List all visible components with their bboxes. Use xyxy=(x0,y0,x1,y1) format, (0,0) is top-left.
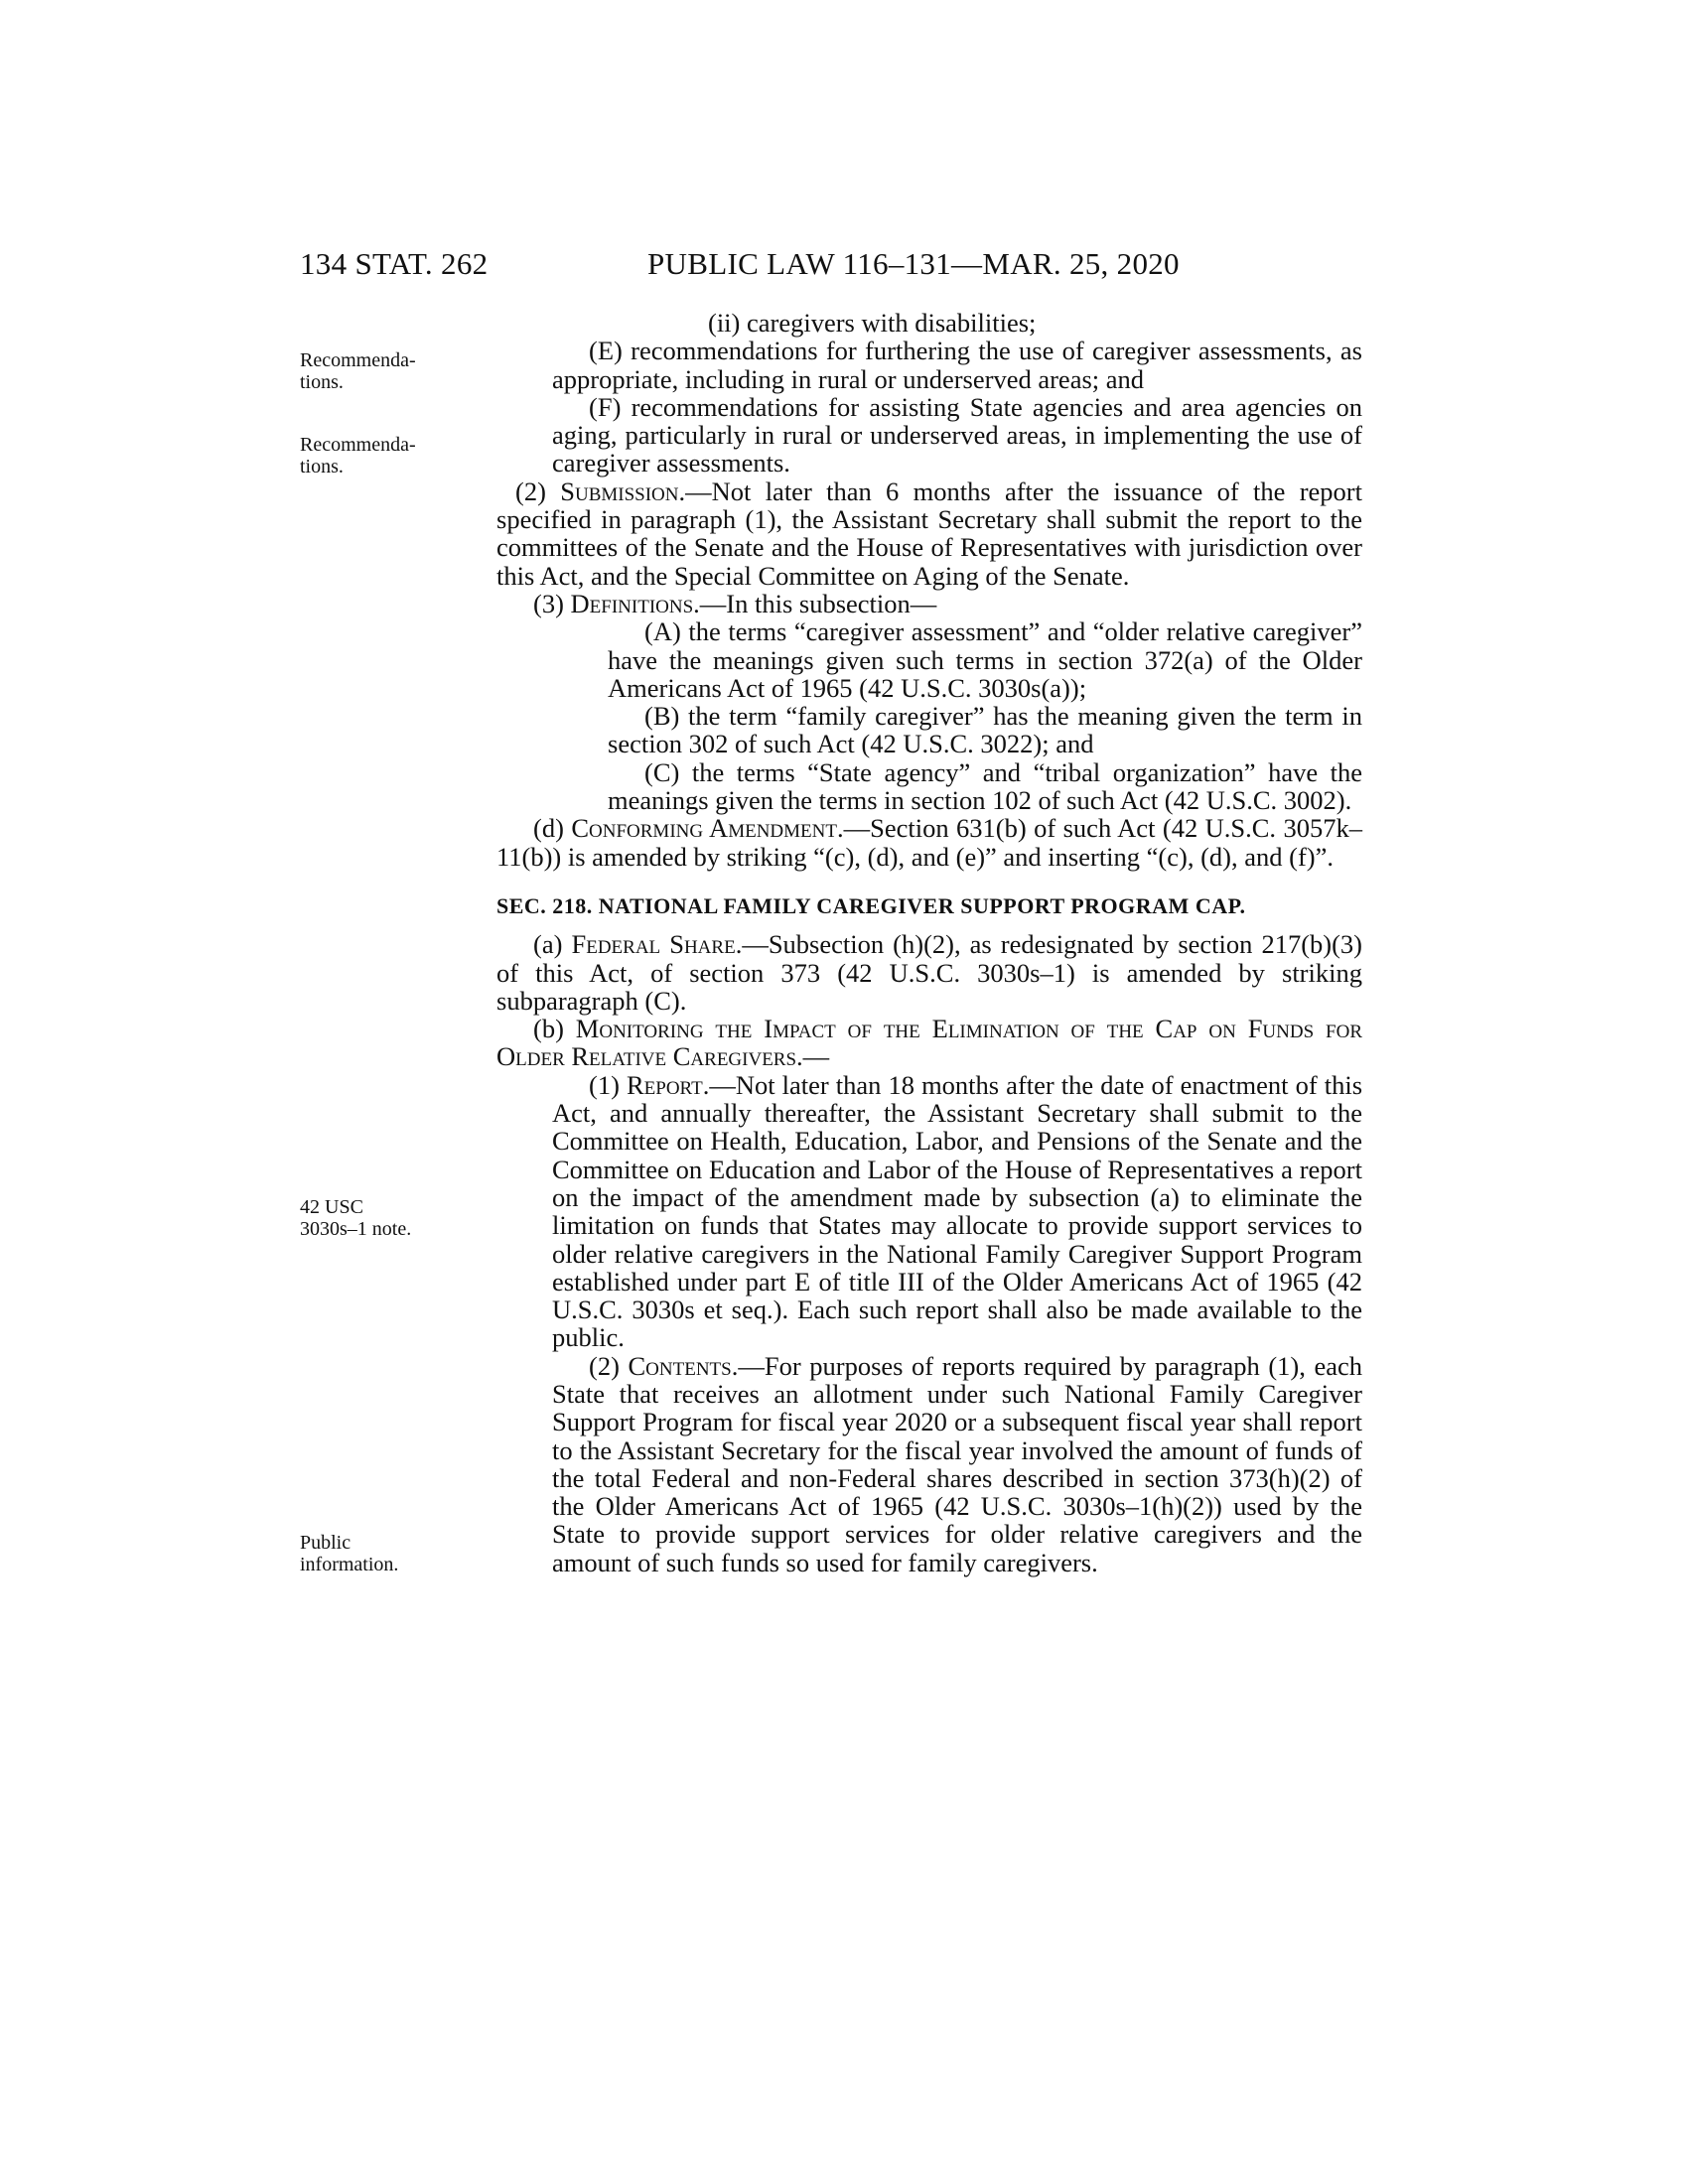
definition-c: (C) the terms “State agency” and “tribal organization” have the meanings given the terms in section 102 of such Act (42 U.S.C. 3002). xyxy=(608,756,1362,816)
page-title: PUBLIC LAW 116–131—MAR. 25, 2020 xyxy=(647,246,1180,281)
subsection-b-heading: Monitoring the Impact of the Elimination of the Cap on Funds for Older Relative Caregivers xyxy=(496,1014,1363,1072)
paragraph-3-number: (3) xyxy=(533,588,564,618)
paragraph-2-submission xyxy=(441,478,1362,590)
paragraph-2-number: (2) xyxy=(515,476,546,506)
paragraph-b1-report xyxy=(496,1071,1362,1352)
paragraph-b2-text: .—For purposes of reports required by paragraph (1), each State that receives an allotment under such National Family Caregiver Support Program for fiscal year 2020 or a subsequent fiscal year shall report to the Assistant Secretary for the fiscal year involved the amount of funds of the total Federal and non-Federal shares described in section 373(h)(2) of the Older Americans Act of 1965 (42 U.S.C. 3030s–1(h)(2)) used by the State to provide support services for older relative caregivers and the amount of such funds so used for family caregivers. xyxy=(552,1350,1363,1577)
clause-ii: (ii) caregivers with disabilities; xyxy=(708,308,1037,338)
subsection-b-monitoring xyxy=(496,1015,1362,1071)
paragraph-3-definitions xyxy=(496,590,1362,617)
paragraph-3-heading: Definitions xyxy=(570,588,694,618)
paragraph-b1-number: (1) xyxy=(589,1069,620,1100)
margin-note-public-information: Public information. xyxy=(300,1532,399,1575)
paragraph-b2-number: (2) xyxy=(589,1350,620,1381)
paragraph-3-text: .—In this subsection— xyxy=(693,588,937,618)
subparagraph-e: (E) recommendations for furthering the use of caregiver assessments, as appropriate, including in rural or underserved areas; and xyxy=(552,336,1362,394)
paragraph-2-heading: Submission xyxy=(560,476,679,506)
subsection-d-heading: Conforming Amendment xyxy=(571,813,837,844)
paragraph-b2-heading: Contents xyxy=(628,1350,732,1381)
subsection-b-number: (b) xyxy=(533,1014,564,1044)
subsection-a-number: (a) xyxy=(533,929,563,960)
subsection-d-number: (d) xyxy=(533,813,564,844)
subsection-b-text: .— xyxy=(796,1041,830,1072)
subsection-a-text: .—Subsection (h)(2), as redesignated by section 217(b)(3) of this Act, of section 373 (42 U.S.C. 3030s–1) is amended by striking subparagraph (C). xyxy=(496,929,1362,1016)
paragraph-b1-heading: Report xyxy=(626,1069,703,1100)
subsection-d-conforming-amendment xyxy=(496,814,1362,871)
margin-note-recommendations: Recommenda- tions. xyxy=(300,434,416,478)
subparagraph-f: (F) recommendations for assisting State agencies and area agencies on aging, particularly in rural or underserved areas, in implementing the use of caregiver assessments. xyxy=(552,391,1362,478)
document-body xyxy=(496,309,1362,1576)
subsection-a-heading: Federal Share xyxy=(571,929,736,960)
paragraph-b2-contents xyxy=(496,1352,1362,1576)
paragraph-b1-text: .—Not later than 18 months after the date of enactment of this Act, and annually thereafter, the Assistant Secretary shall submit to the Committee on Health, Education, Labor, and Pensions of the Senate and the Committee on Education and Labor of the House of Representatives a report on the impact of the amendment made by subsection (a) to eliminate the limitation on funds that States may allocate to provide support services to older relative caregivers in the National Family Caregiver Support Program established under part E of title III of the Older Americans Act of 1965 (42 U.S.C. 3030s et seq.). Each such report shall also be made available to the public. xyxy=(552,1069,1363,1353)
subsection-a-federal-share xyxy=(496,930,1362,1015)
paragraph-2-text: .—Not later than 6 months after the issuance of the report specified in paragraph (1), the Assistant Secretary shall submit the report to the committees of the Senate and the House of Representatives with jurisdiction over this Act, and the Special Committee on Aging of the Senate. xyxy=(496,476,1362,591)
page-reference: 134 STAT. 262 xyxy=(300,246,489,281)
section-heading: SEC. 218. NATIONAL FAMILY CAREGIVER SUPPORT PROGRAM CAP. xyxy=(496,892,1246,918)
definition-a: (A) the terms “caregiver assessment” and “older relative caregiver” have the meanings given such terms in section 372(a) of the Older Americans Act of 1965 (42 U.S.C. 3030s(a)); xyxy=(608,616,1362,703)
margin-note-recommendations: Recommenda- tions. xyxy=(300,349,416,393)
definition-b: (B) the term “family caregiver” has the meaning given the term in section 302 of such Act (42 U.S.C. 3022); and xyxy=(608,701,1362,759)
subsection-d-text: .—Section 631(b) of such Act (42 U.S.C. 3057k–11(b)) is amended by striking “(c), (d), and (e)” and inserting “(c), (d), and (f)”. xyxy=(496,813,1362,872)
margin-note-usc: 42 USC 3030s–1 note. xyxy=(300,1196,412,1240)
